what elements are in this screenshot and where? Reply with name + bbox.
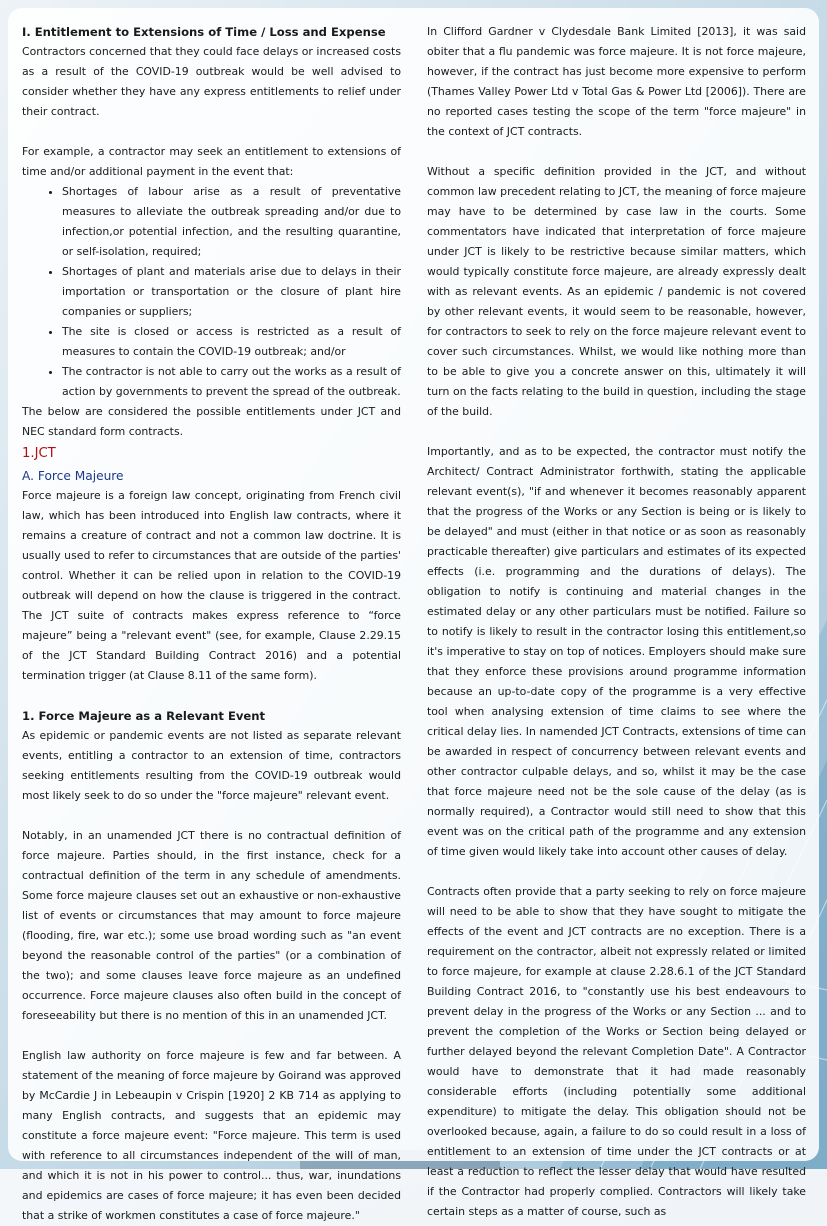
paragraph: For example, a contractor may seek an entitlement to extensions of time and/or additional payment in the event that: [22,145,401,178]
paragraph: In Clifford Gardner v Clydesdale Bank Limited [2013], it was said obiter that a flu pandemic was force majeure. It is not force majeure, however, if the contract has just become more expensive to perform (Thames Valley Power Ltd v Total Gas & Power Ltd [2006]). There are no reported cases testing the scope of the term "force majeure" in the context of JCT contracts. [427,25,806,138]
paragraph: Force majeure is a foreign law concept, originating from French civil law, which has been introduced into English law contracts, where it remains a creature of contract and not a common law doctrine. It is usually used to refer to circumstances that are outside of the parties' control. Whether it can be relied upon in relation to the COVID-19 outbreak will depend on how the clause is triggered in the contract. The JCT suite of contracts makes express reference to “force majeure” being a "relevant event" (see, for example, Clause 2.29.15 of the JCT Standard Building Contract 2016) and a potential termination trigger (at Clause 8.11 of the same form). [22,489,401,682]
paragraph: Importantly, and as to be expected, the contractor must notify the Architect/ Contract Administrator forthwith, stating the applicable relevant event(s), "if and whenever it becomes reasonably apparent that the progress of the Works or any Section is being or is likely to be delayed" and must (either in that notice or as soon as reasonably practicable thereafter) give particulars and estimates of its expected effects (i.e. programming and the durations of delays). The obligation to notify is continuing and material changes in the estimated delay or any other particulars must be notified. Failure so to notify is likely to result in the contractor losing this entitlement,so it's imperative to stay on top of notices. Employers should make sure that they enforce these provisions around programme information because an up-to-date copy of the programme is a very effective tool when analysing extension of time claims to see where the critical delay lies. In namended JCT Contracts, extensions of time can be awarded in respect of concurrency between relevant events and other contractor culpable delays, and so, whilst it may be the case that force majeure need not be the sole cause of the delay (as is normally required), a Contractor would still need to show that this event was on the critical path of the programme and any extension of time given would likely take into account other causes of delay. [427,445,806,858]
paragraph: English law authority on force majeure is few and far between. A statement of the meaning of force majeure by Goirand was approved by McCardie J in Lebeaupin v Crispin [1920] 2 KB 714 as applying to many English contracts, and suggests that an epidemic may constitute a force majeure event: "Force majeure. This term is used with reference to all circumstances independent of the will of man, and which it is not in his power to control... thus, war, inundations and epidemics are cases of force majeure; it has even been decided that a strike of workmen constitutes a case of force majeure." [22,1049,401,1222]
right-column [427,22,806,1222]
paragraph-gap [427,862,806,882]
list-item: • Shortages of labour arise as a result of preventative measures to alleviate the outbreak spreading and/or due to infection,or potential infection, and the resulting quarantine, or self-isolation, required; [62,182,401,262]
list-item: • The contractor is not able to carry out the works as a result of action by governments to prevent the spread of the outbreak. [62,362,401,402]
paragraph: As epidemic or pandemic events are not listed as separate relevant events, entitling a contractor to an extension of time, contractors seeking entitlements resulting from the COVID-19 outbreak would most likely seek to do so under the "force majeure" relevant event. [22,729,401,802]
paragraph-gap [22,1026,401,1046]
paragraph: Contractors concerned that they could face delays or increased costs as a result of the COVID-19 outbreak would be well advised to consider whether they have any express entitlements to relief under their contract. [22,45,401,118]
left-column [22,22,401,1226]
list-item: • The site is closed or access is restricted as a result of measures to contain the COVID-19 outbreak; and/or [62,322,401,362]
paragraph: Contracts often provide that a party seeking to rely on force majeure will need to be able to show that they have sought to mitigate the effects of the event and JCT contracts are no exception. There is a requirement on the contractor, albeit not expressly related or limited to force majeure, for example at clause 2.28.6.1 of the JCT Standard Building Contract 2016, to "constantly use his best endeavours to prevent delay in the progress of the Works or any Section ... and to prevent the completion of the Works or Section being delayed or further delayed beyond the relevant Completion Date". A Contractor would have to demonstrate that it had made reasonably considerable efforts (including potentially some additional expenditure) to mitigate the delay. This obligation should not be overlooked because, again, a failure to do so could result in a loss of entitlement to an extension of time under the JCT contracts or at least a reduction to reflect the lesser delay that would have resulted if the Contractor had properly complied. Contractors will likely take certain steps as a matter of course, such as [427,885,806,1218]
paragraph-gap [427,142,806,162]
heading-force-majeure: A. Force Majeure [22,469,124,483]
bullet-list [22,182,401,402]
document-page [8,8,819,1222]
list-item: • Shortages of plant and materials arise due to delays in their importation or transportation or the closure of plant hire companies or suppliers; [62,262,401,322]
paragraph-gap [427,422,806,442]
paragraph: Notably, in an unamended JCT there is no contractual definition of force majeure. Parties should, in the first instance, check for a contractual definition of the term in any schedule of amendments. Some force majeure clauses set out an exhaustive or non-exhaustive list of events or circumstances that may amount to force majeure (flooding, fire, war etc.); some use broad wording such as "an event beyond the reasonable control of the parties" (or a combination of the two); and some clauses leave force majeure as an undefined occurrence. Force majeure clauses also often build in the concept of foreseeability but there is no mention of this in an unamended JCT. [22,829,401,1022]
heading-entitlement: I. Entitlement to Extensions of Time / Loss and Expense [22,25,386,39]
paragraph-gap [22,122,401,142]
heading-jct: 1.JCT [22,446,56,461]
paragraph-gap [22,806,401,826]
paragraph: Without a specific definition provided in the JCT, and without common law precedent relating to JCT, the meaning of force majeure may have to be determined by case law in the courts. Some commentators have indicated that interpretation of force majeure under JCT is likely to be restrictive because similar matters, which would typically constitute force majeure, are already expressly dealt with as relevant events. As an epidemic / pandemic is not covered by other relevant events, it would seem to be reasonable, however, for contractors to seek to rely on the force majeure relevant event to cover such circumstances. Whilst, we would like nothing more than to be able to give you a concrete answer on this, ultimately it will turn on the facts relating to the build in question, including the stage of the build. [427,165,806,418]
paragraph-gap [22,686,401,706]
heading-relevant-event: 1. Force Majeure as a Relevant Event [22,709,266,723]
paragraph: The below are considered the possible entitlements under JCT and NEC standard form contracts. [22,405,401,438]
